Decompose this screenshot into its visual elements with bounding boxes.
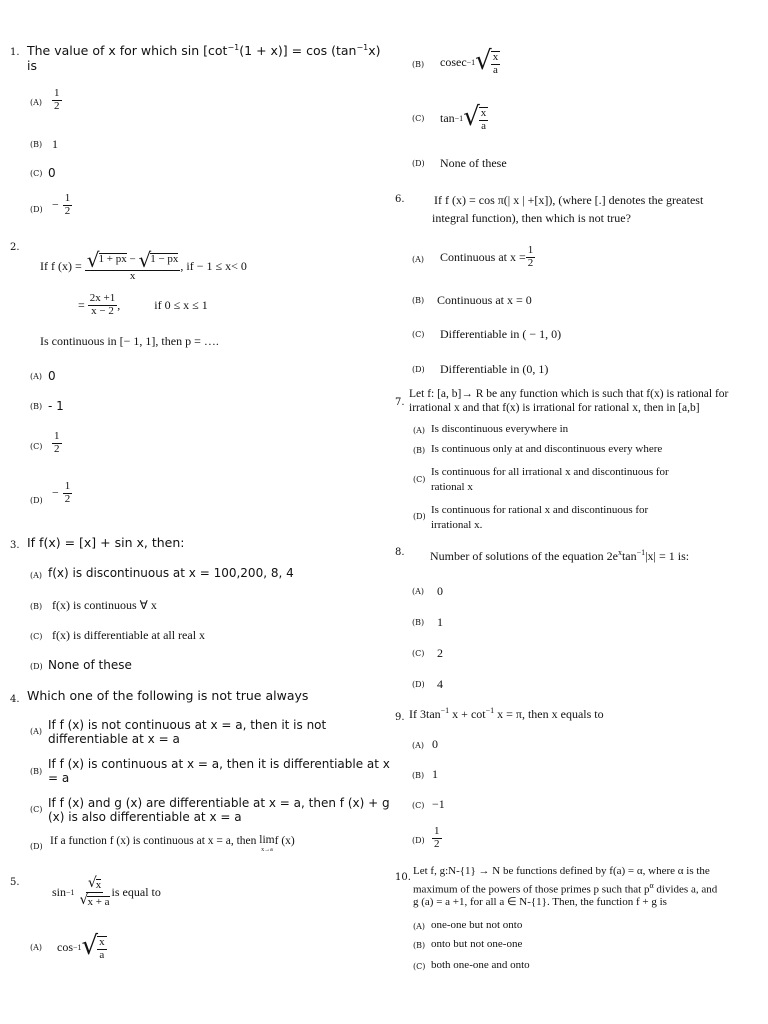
q10-option-b-label: (B) — [413, 941, 426, 950]
q3-option-a-label: (A) — [30, 571, 43, 580]
q4-option-c[interactable]: If f (x) and g (x) are differentiable at x = a, then f (x) + g (x) is also differentiable at x = a — [48, 796, 390, 824]
q3-option-d[interactable]: None of these — [48, 658, 132, 672]
question-3-text: If f(x) = [x] + sin x, then: — [27, 535, 185, 550]
q6-option-a[interactable]: Continuous at x = $\frac{1}{2}$ — [440, 244, 534, 269]
question-2-number: 2. — [10, 242, 20, 253]
q9-option-c-label: (C) — [412, 801, 425, 810]
question-2-piecewise-line1: If f (x) = √ 1 + px − √ 1 − px x , if − 1 ≤ x< 0 — [40, 248, 247, 282]
question-9-number: 9. — [395, 712, 405, 723]
q4-option-b-label: (B) — [30, 767, 43, 776]
question-1-number: 1. — [10, 47, 20, 58]
q10-option-a-label: (A) — [413, 922, 426, 931]
q5-option-c[interactable]: tan −1 √ $\frac{x}{a}$ — [440, 102, 487, 132]
q2-option-d[interactable]: − $\frac{1}{2}$ — [52, 480, 71, 505]
question-5-text: sin −1 √ x √ x + a is equal to — [52, 875, 161, 908]
q10-option-c[interactable]: both one-one and onto — [431, 959, 530, 971]
q7-option-a[interactable]: Is discontinuous everywhere in — [431, 423, 569, 435]
question-7-text-line2: irrational x and that f(x) is irrational for rational x, then in [a,b] — [409, 402, 700, 414]
q9-option-b[interactable]: 1 — [432, 767, 438, 781]
q2-option-b-label: (B) — [30, 402, 43, 411]
q8-option-a[interactable]: 0 — [437, 584, 443, 598]
q4-option-a[interactable]: If f (x) is not continuous at x = a, then it is not differentiable at x = a — [48, 718, 327, 746]
question-2-tail: Is continuous in [− 1, 1], then p = …. — [40, 334, 219, 348]
question-10-text-line2: maximum of the powers of those primes p such that $p^\alpha$ divides a, and — [413, 881, 718, 896]
q10-option-c-label: (C) — [413, 962, 426, 971]
q6-option-c[interactable]: Differentiable in ( − 1, 0) — [440, 327, 562, 341]
q7-option-b-label: (B) — [413, 446, 426, 455]
q1-option-a-label: (A) — [30, 98, 43, 107]
q3-option-b-label: (B) — [30, 602, 43, 611]
q5-option-b[interactable]: cosec −1 √ $\frac{x}{a}$ — [440, 46, 499, 76]
q8-option-a-label: (A) — [412, 587, 425, 596]
q6-option-d-label: (D) — [412, 365, 425, 374]
q5-option-a-label: (A) — [30, 943, 43, 952]
question-1-text: The value of x for which $\sin [\cot^{-1}(1 + x)] = \cos (\tan^{-1}x)$ — [27, 43, 381, 59]
q8-option-d-label: (D) — [412, 680, 425, 689]
q3-option-d-label: (D) — [30, 662, 43, 671]
question-8-number: 8. — [395, 547, 405, 558]
question-9-text: If $3\tan^{-1}$ $x + \cot^{-1} x = \pi$, then x equals to — [409, 706, 604, 721]
q7-option-d[interactable]: Is continuous for rational x and discontinuous for irrational x. — [431, 504, 649, 531]
q10-option-a[interactable]: one-one but not onto — [431, 919, 523, 931]
q3-option-b[interactable]: f(x) is continuous ∀ x — [52, 598, 157, 612]
q1-option-c[interactable]: 0 — [48, 166, 56, 180]
q8-option-d[interactable]: 4 — [437, 677, 443, 691]
q7-option-b[interactable]: Is continuous only at and discontinuous every where — [431, 443, 663, 455]
q9-option-d[interactable]: $\frac{1}{2}$ — [434, 825, 440, 850]
question-5-number: 5. — [10, 877, 20, 888]
q5-option-b-label: (B) — [412, 60, 425, 69]
q2-option-c-label: (C) — [30, 442, 43, 451]
q2-option-a[interactable]: 0 — [48, 369, 56, 383]
q2-fraction: √ 1 + px − √ 1 − px x — [86, 248, 179, 282]
q3-option-c-label: (C) — [30, 632, 43, 641]
q9-option-c[interactable]: −1 — [432, 797, 445, 811]
q4-option-d-label: (D) — [30, 842, 43, 851]
q1-option-a[interactable]: $\frac{1}{2}$ — [54, 87, 60, 112]
q8-option-c-label: (C) — [412, 649, 425, 658]
q5-option-a[interactable]: cos −1 √ $\frac{x}{a}$ — [57, 931, 105, 961]
question-8-text: Number of solutions of the equation $2e^x\tan^{-1}|x| = 1$ is: — [430, 548, 690, 563]
q3-option-c[interactable]: f(x) is differentiable at all real x — [52, 628, 206, 642]
question-6-text-line2: integral function), then which is not true? — [432, 211, 631, 225]
question-7-text-line1: Let f: [a, b]→ R be any function which is such that f(x) is rational for — [409, 388, 729, 400]
q1-option-d-label: (D) — [30, 205, 43, 214]
question-10-text-line1: Let f, g:N-{1} → N be functions defined by f(a) = α, where α is the — [413, 865, 710, 877]
q7-option-a-label: (A) — [413, 426, 426, 435]
q3-option-a[interactable]: f(x) is discontinuous at x = 100,200, 8, 4 — [48, 566, 294, 580]
q9-option-a-label: (A) — [412, 741, 425, 750]
q6-option-b-label: (B) — [412, 296, 425, 305]
question-4-number: 4. — [10, 694, 20, 705]
q8-option-b-label: (B) — [412, 618, 425, 627]
q1-option-d[interactable]: − $\frac{1}{2}$ — [52, 192, 71, 217]
q2-option-a-label: (A) — [30, 372, 43, 381]
q8-option-b[interactable]: 1 — [437, 615, 443, 629]
question-4-text: Which one of the following is not true always — [27, 688, 309, 703]
q7-option-c[interactable]: Is continuous for all irrational x and discontinuous for rational x — [431, 466, 669, 493]
q8-option-c[interactable]: 2 — [437, 646, 443, 660]
q6-option-d[interactable]: Differentiable in (0, 1) — [440, 362, 549, 376]
question-7-number: 7. — [395, 397, 405, 408]
q7-option-c-label: (C) — [413, 475, 426, 484]
q2-option-d-label: (D) — [30, 496, 43, 505]
q5-option-d-label: (D) — [412, 159, 425, 168]
question-10-number: 10. — [395, 872, 411, 883]
q1-option-b-label: (B) — [30, 140, 43, 149]
question-2-piecewise-line2: = $\frac{2x +1}{x - 2}$ , if 0 ≤ x ≤ 1 — [78, 292, 208, 317]
q10-option-b[interactable]: onto but not one-one — [431, 938, 523, 950]
q2-option-c[interactable]: $\frac{1}{2}$ — [54, 430, 60, 455]
q4-option-c-label: (C) — [30, 805, 43, 814]
q7-option-d-label: (D) — [413, 512, 426, 521]
q9-option-a[interactable]: 0 — [432, 737, 438, 751]
q6-option-a-label: (A) — [412, 255, 425, 264]
q5-option-c-label: (C) — [412, 114, 425, 123]
question-6-text-line1: If f (x) = cos π(| x | +[x]), (where [.] denotes the greatest — [434, 193, 704, 207]
question-3-number: 3. — [10, 540, 20, 551]
q5-option-d[interactable]: None of these — [440, 156, 507, 170]
q4-option-b[interactable]: If f (x) is continuous at x = a, then it is differentiable at x = a — [48, 757, 390, 785]
q6-option-b[interactable]: Continuous at x = 0 — [437, 293, 532, 307]
question-1-text-continued: is — [27, 58, 37, 73]
question-10-text-line3: g (a) = a +1, for all a ∈ N-{1}. Then, the function f + g is — [413, 896, 667, 908]
question-6-number: 6. — [395, 194, 405, 205]
q2-option-b[interactable]: - 1 — [48, 399, 64, 413]
q4-option-d[interactable]: If a function f (x) is continuous at x = a, then lim x→a f (x) — [50, 834, 295, 853]
q9-option-d-label: (D) — [412, 836, 425, 845]
q4-option-a-label: (A) — [30, 727, 43, 736]
q1-option-c-label: (C) — [30, 169, 43, 178]
q6-option-c-label: (C) — [412, 330, 425, 339]
q1-option-b[interactable]: 1 — [52, 137, 58, 151]
q9-option-b-label: (B) — [412, 771, 425, 780]
